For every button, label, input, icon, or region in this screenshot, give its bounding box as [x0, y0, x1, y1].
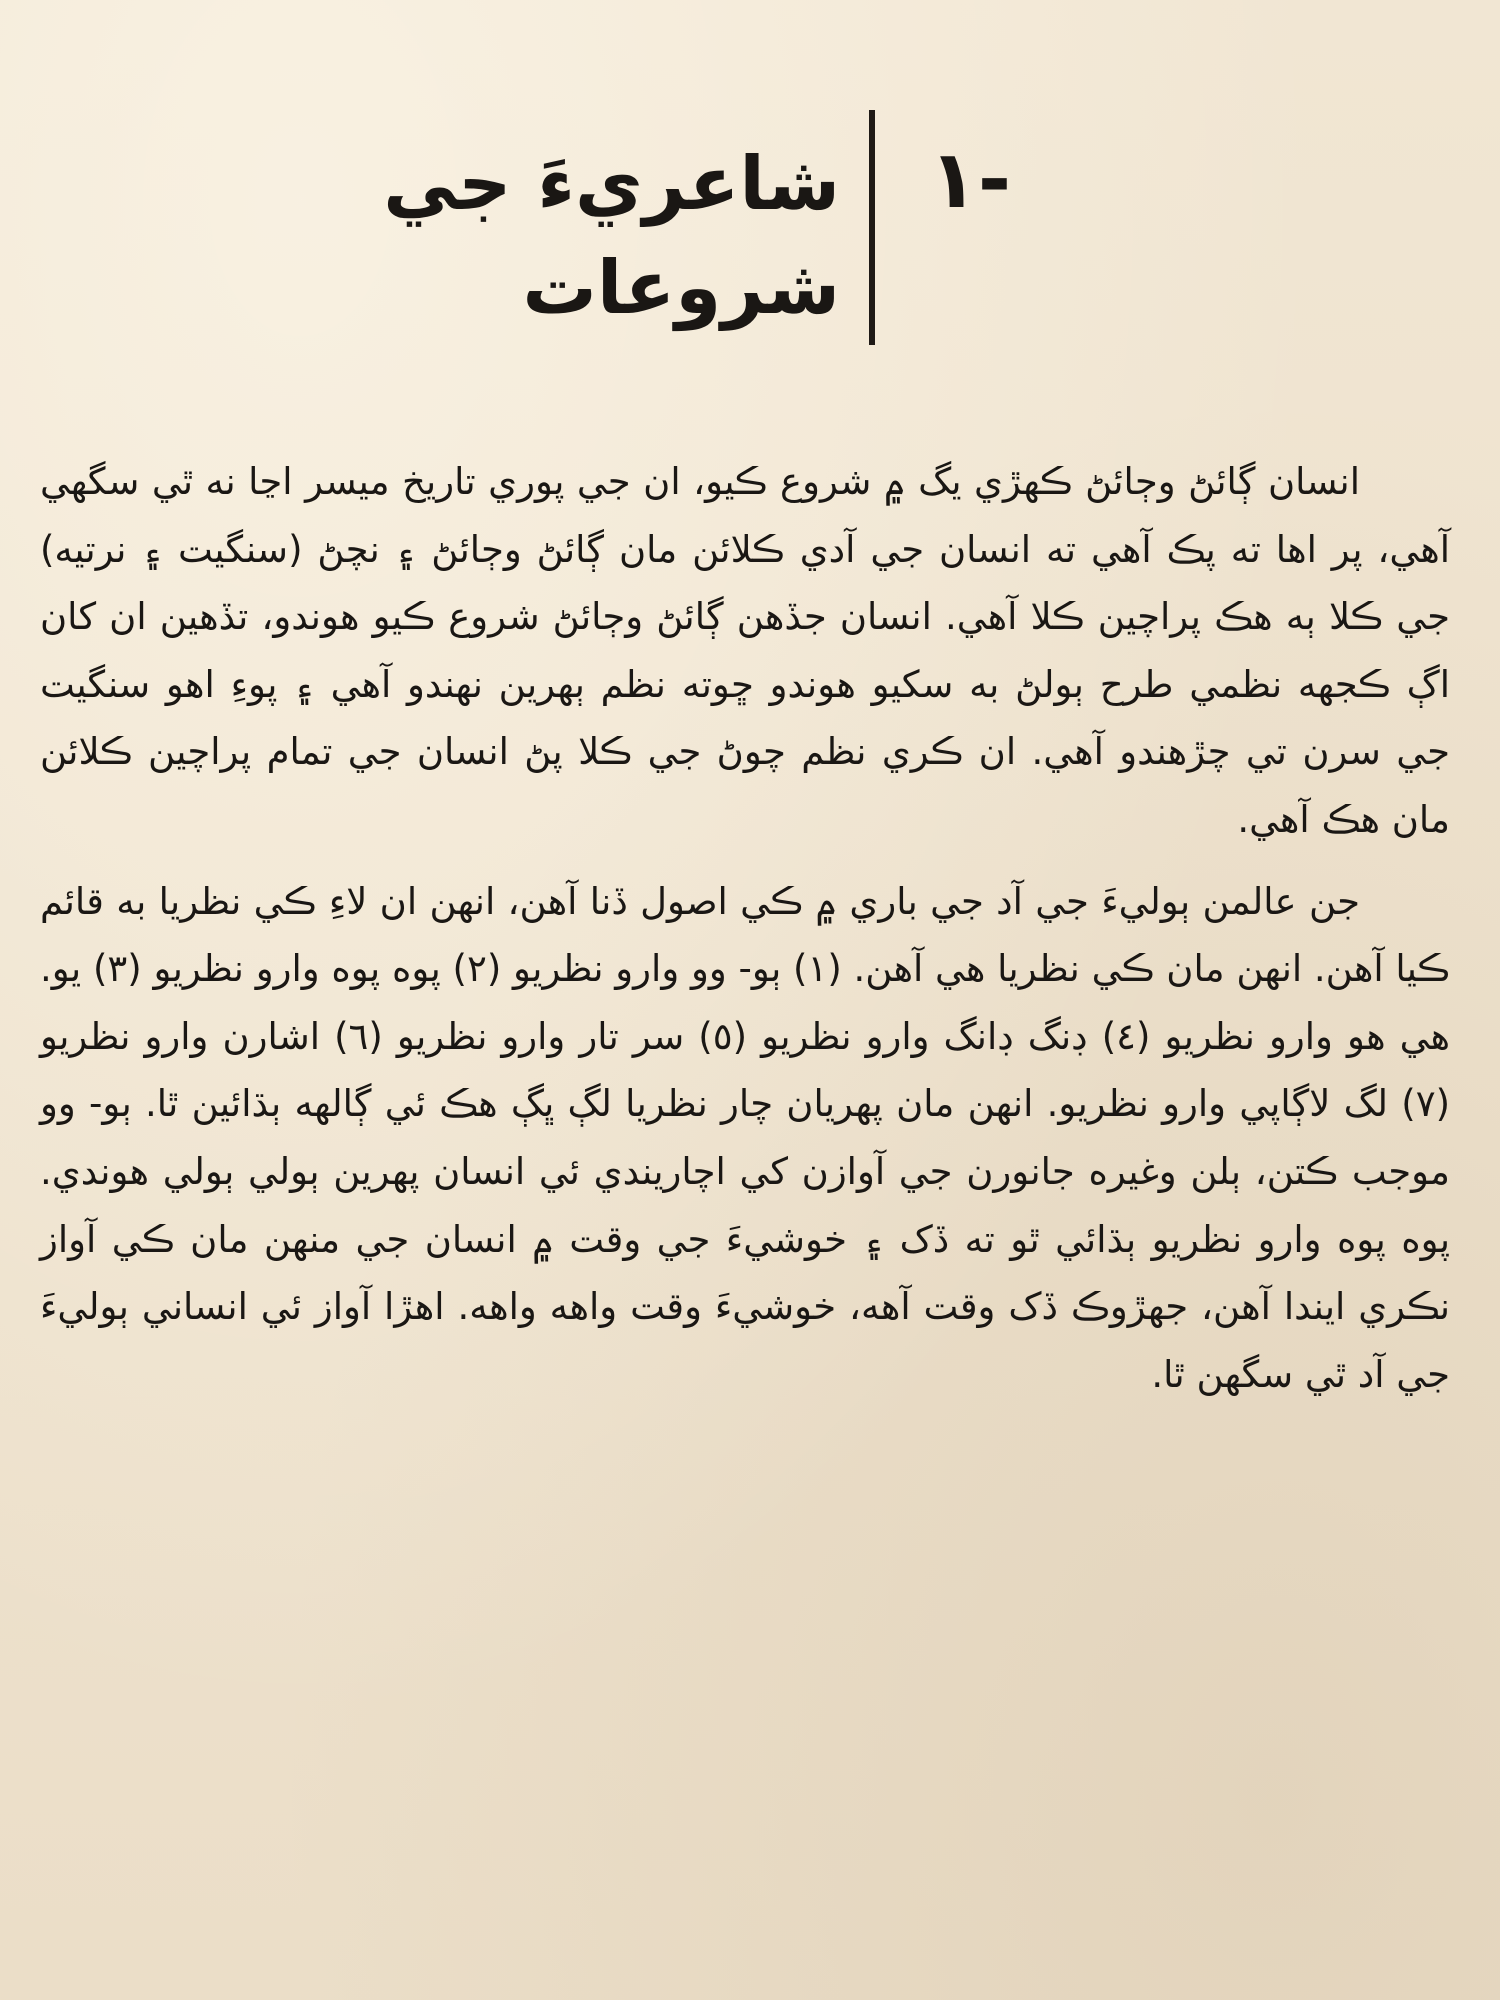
chapter-title-line-2: شروعات	[522, 245, 840, 331]
paragraph-1: انسان ڳائڻ وڄائڻ ڪهڙي يگ ۾ شروع ڪيو، ان جي پوري تاريخ ميسر اڃا نه ٿي سگهي آهي، پر اها ته پڪ آهي ته انسان جي آدي ڪلائن مان ڳائڻ وڄائڻ ۽ نچڻ (سنگيت ۽ نرتيه) جي ڪلا ٻه هڪ پراچين ڪلا آهي. انسان جڏهن ڳائڻ وڄائڻ شروع ڪيو هوندو، تڏهين ان کان اڳ ڪجهه نظمي طرح ٻولڻ به سکيو هوندو ڇوته نظم ٻهرين نهندو آهي ۽ پوءِ اهو سنگيت جي سرن تي چڙهندو آهي. ان ڪري نظم چوڻ جي ڪلا پڻ انسان جي تمام پراچين ڪلائن مان هڪ آهي.	[40, 460, 1450, 841]
heading-divider	[869, 110, 875, 345]
chapter-heading	[383, 110, 1030, 350]
chapter-number: ١-	[928, 133, 1012, 226]
chapter-title-line-1: شاعريءَ جي	[383, 141, 840, 227]
body-text	[40, 448, 1450, 1408]
paragraph-2: جن عالمن ٻوليءَ جي آد جي باري ۾ ڪي اصول ڏنا آهن، انهن ان لاءِ ڪي نظريا به قائم ڪيا آهن. انهن مان ڪي نظريا هي آهن. (١) ٻو- وو وارو نظريو (٢) پوه پوه وارو نظريو (٣) يو. هي هو وارو نظريو (٤) ڊنگ ڊانگ وارو نظريو (٥) سر تار وارو نظريو (٦) اشارن وارو نظريو (٧) لگ لاڳاپي وارو نظريو. انهن مان پهريان چار نظريا لڳ ڀڳ هڪ ئي ڳالهه ٻڌائين ٿا. ٻو- وو موجب ڪتن، ٻلن وغيره جانورن جي آوازن کي اچاريندي ئي انسان پهرين ٻولي ٻولي هوندي. پوه پوه وارو نظريو ٻڌائي ٿو ته ڏک ۽ خوشيءَ جي وقت ۾ انسان جي منهن مان ڪي آواز نڪري ايندا آهن، جهڙوڪ ڏک وقت آهه، خوشيءَ وقت واهه واهه. اهڙا آواز ئي انساني ٻوليءَ جي آد ٿي سگهن ٿا.	[40, 879, 1450, 1396]
book-page	[40, 0, 1450, 2000]
chapter-title	[383, 132, 840, 340]
